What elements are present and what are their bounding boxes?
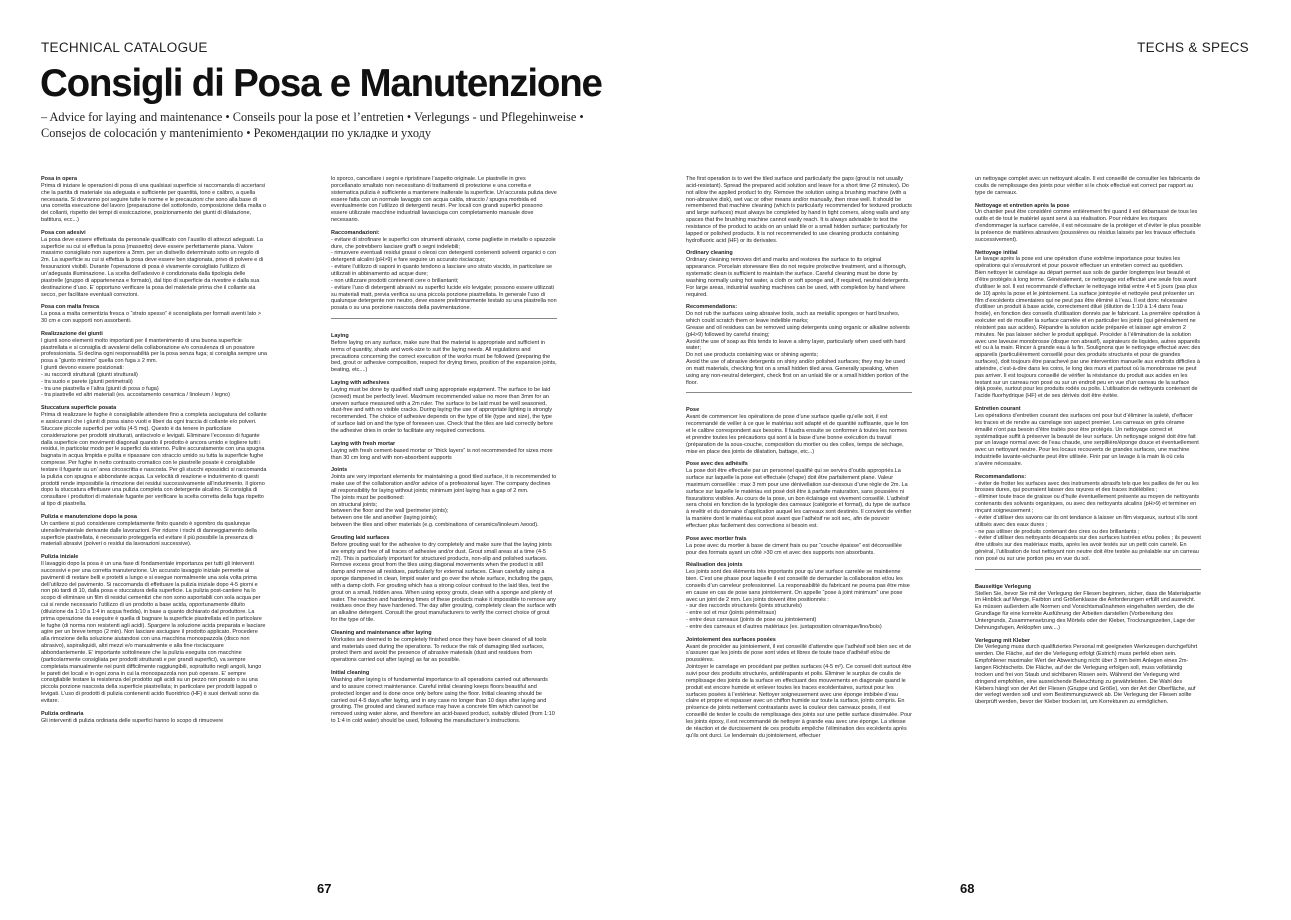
section-body: Do not rub the surfaces using abrasive tools, such as metallic sponges or hard brushes, which could scratch them or leave indelible marks; Grease and oil residues can be removed using detergents using organic or alkaline solvents (pH>9) followed by careful rinsing; Avoid the use of soap as this tends to leave a slimy layer, particularly when used with hard water; Do not use products containing wax or shining agents; Avoid the use of abrasive detergents on shiny and/or polished surfaces; they may be used on matt materials, checking first on a small hidden tiled area. Generally speaking, when using any non-neutral detergent, check first on an unlaid tile or a small hidden portion of the floor. [686,311,910,386]
text-section [686,461,912,529]
section-heading: Pose avec des adhésifs [686,461,748,468]
text-section [41,331,267,399]
text-section [975,176,1201,197]
text-section [975,474,1201,563]
text-section [975,584,1201,632]
text-section [975,203,1201,244]
page-subtitle: – Advice for laying and maintenance • Conseils pour la pose et l’entretien • Verlegungs - und Pflegehinweise • Consejos de colocación y mantenimiento • Рекомендации по укладке и уходу [41,110,584,140]
page-number-right: 68 [960,881,975,896]
section-heading: Recommendations: [686,304,738,311]
section-divider [975,569,1201,570]
text-section [41,711,267,725]
section-body: Laying must be done by qualified staff using appropriate equipment. The surface to be laid (screed) must be perfectly level. Maximum recommended value no more than 3mm for an uneven surface measured with a 2m ruler. The surface to be laid must be well seasoned, dust-free and with no visible cracks. During laying the use of appropriate lighting is strongly recommended. The choice of adhesive depends on the type of tile (type and size), the type of surface laid on and the type of foreseen use. Check that the tiles are laid correctly before the adhesive dries in order to facilitate any required corrections. [331,386,553,434]
section-divider [686,392,912,393]
section-body: Le lavage après la pose est une opération d’une extrême importance pour toutes les opérations qui s’ensuivront et pour pouvoir effectuer un entretien correct au quotidien. Bien nettoyer le carrelage au départ permet aux sols de garder longtemps leur beauté et d’être protégés à long terme. Généralement, ce nettoyage est effectué une seule fois avant d’utiliser le sol. Il est recommandé d’effectuer le nettoyage initial entre 4 et 5 jours (pas plus de 10) après la pose et le jointoiement. La surface jointoyée et nettoyée peut présenter un film d’excédents cimentaires qui ne peut pas être éliminé à l’eau. Il est donc nécessaire d’utiliser un produit à base acide, correctement dilué (dilution de 1:10 à 1:4 dans l’eau froide), en fonction des conseils d’utilisation donnés par le fabricant. La première opération à exécuter est de mouiller la surface carrelée et en particulier les joints (qui généralement ne résistent pas aux acides). Répandre la solution acide préparée et laisser agir environ 2 minutes. Ne pas laisser sécher le produit appliqué. Procéder à l’élimination de la solution avec une laveuse monobrosse (disque non abrasif), aspirateurs de liquides, autres appareils et/ ou à la main. Rincer à grande eau à la fin. Soulignons que le nettoyage effectué avec des appareils (particulièrement conseillé pour des produits structurés et pour de grandes surfaces), doit toujours être parachevé par une intervention manuelle aux endroits difficiles à atteindre, c’est-à-dire dans les coins, le long des murs et partout où la monobrosse ne peut pas arriver. Il est toujours conseillé de vérifier la résistance du produit aux acides en les testant sur un carreau non posé ou sur un endroit peu en vue d’un carreau de la surface déjà posée, surtout pour les produits rodés ou polis. L’utilisation de nettoyants contenant de l’acide fluorhydrique (HF) et de ses dérivés doit être évitée. [975,256,1201,400]
section-heading: Pose [686,407,700,414]
section-heading: Pose avec mortier frais [686,535,747,542]
section-heading: Stuccatura superficie posata [41,405,117,412]
section-heading: Verlegung mit Kleber [975,637,1031,644]
text-section [686,250,912,298]
section-body: Un chantier peut être considéré comme entièrement fini quand il est débarrassé de tous les outils et de tout le matériel ayant servi à sa réalisation. Pour réduire les risques d’endommager la surface carrelée, il est nécessaire de la protéger et d’éviter le plus possible la présence de matières abrasives (poussières ou résidus laissés par les travaux effectués successivement). [975,209,1201,243]
text-section [331,333,557,374]
text-column-2 [331,176,557,866]
section-body: La posa a malta cementizia fresca o “strato spesso” è sconsigliata per formati aventi lato > 30 cm e con supporti non assorbenti. [41,311,261,325]
section-heading: Nettoyage initial [975,249,1018,256]
section-body: - éviter de frotter les surfaces avec des instruments abrasifs tels que les pailles de fer ou les brosses dures, qui pourraient laisser des rayures et des traces indélébiles ; - éliminer toute trace de graisse ou d’huile éventuellement présente au moyen de nettoyants contenants des solvants organiques, ou avec des nettoyants alcalins (pH>9) et terminer en rinçant soigneusement ; - éviter d’utiliser des savons car ils ont tendance à laisser un film visqueux, surtout s’ils sont utilisés avec des eaux dures ; - ne pas utiliser de produits contenant des cires ou des brillantants ; - éviter d’utiliser des nettoyants décapants sur des surfaces lustrées et/ou polies ; ils peuvent être utilisés sur des matériaux matts, après les avoir testés sur un petit coin carrelé. En général, l’utilisation de tout nettoyant non neutre doit être testée au préalable sur un carreau non posé ou sur une portion peu en vue du sol. [975,480,1201,562]
section-heading: Posa con adesivi [41,229,86,236]
text-section [41,405,267,508]
page-number-left: 67 [317,881,332,896]
section-body: La pose avec du mortier à base de ciment frais ou par “couche épaisse” est déconseillée pour des formats ayant un côté >30 cm et avec des supports non absorbants. [686,542,902,556]
section-divider [331,318,557,319]
text-section [686,562,912,630]
text-section [331,380,557,435]
section-body: Ordinary cleaning removes dirt and marks and restores the surface to its original appearance. Porcelain stoneware tiles do not require protective treatment, and a thorough, systematic clean is sufficient to maintain the surface. Careful cleaning must be done by washing normally using hot water, a cloth or soft sponge and, if required, neutral detergents. For large areas, industrial washing machines can be used, with completion by hand where required. [686,257,910,298]
section-body: Laying with fresh cement-based mortar or “thick layers” is not recommended for sizes more than 30 cm long and with non-absorbent supports [331,447,553,461]
text-section [41,176,267,224]
section-body: lo sporco, cancellare i segni e ripristinare l’aspetto originale. Le piastrelle in gres porcellanato smaltato non necessitano di trattamenti di protezione e una corretta e sistematica pulizia è sufficiente a mantenere inalterate la superficie. Un’accurata pulizia deve essere fatta con un normale lavaggio con acqua calda, straccio / spugna morbida ed eventualmente con l’utilizzo di detergenti neutri. Per locali con grandi superfici possono essere utilizzate macchine industriali lavasciuga con completamento manuale dove necessario. [331,176,557,224]
text-section [975,250,1201,401]
section-heading: Raccomandazioni: [331,229,380,236]
text-section [331,230,557,312]
section-body: Un cantiere si può considerare completamente finito quando è sgombro da qualunque utensile/materiale derivante dalle lavorazioni. Per ridurre i rischi di danneggiamento della superficie piastrellata, è necessario proteggerla ed evitare il più possibile la presenza di materiali abrasivi (polveri o residui da lavorazioni successive). [41,520,257,548]
section-body: Prima di realizzare le fughe è consigliabile attendere fino a completa asciugatura del collante e assicurarsi che i giunti di posa siano vuoti e liberi da ogni traccia di collante e/o polveri. Stuccare piccole superfici per volta (4-5 mq). Questo è da tenere in particolare considerazione per prodotti strutturati, antiscivolo e levigati. Eliminare l’eccesso di fugante dalla superficie con movimenti diagonali quando il prodotto è ancora umido e togliere tutti i residui, in particolar modo per le superfici da esterno. Pulire accuratamente con una spugna bagnata in acqua limpida e pulita e ripassare con straccio umido su tutta la superficie fughe comprese. Per fughe in netto contrasto cromatico con le piastrelle posate è consigliabile testare il fugante su un’ area circoscritta e nascosta. Per gli stucchi epossidici si raccomanda la pulizia con spugna e abbondante acqua. La velocità di reazione e indurimento di questi prodotti rende impossibile la rimozione dei residui successivamente all’indurimento. Il giorno dopo la stuccatura effettuare una pulizia completa con detergente alcalino. Si consiglia di consultare i produttori di materiale fugante per verificare la scelta corretta della fuga rispetto al tipo di piastrella. [41,412,267,508]
section-body: Les opérations d’entretien courant des surfaces ont pour but d’éliminer la saleté, d’effacer les traces et de rendre au carrelage son aspect premier. Les carreaux en grès cérame émaillé n’ont pas besoin d’être traités pour être protégés. Un nettoyage correct et systématique suffit à préserver la beauté de leur surface. Un nettoyage soigné doit être fait par un lavage normal avec de l’eau chaude, une serpillière/éponge douce et éventuellement avec un nettoyant neutre. Pour les locaux recouverts de grandes surfaces, une machine industrielle lavante-séchante peut être utilisée. Finir par un lavage à la main là où cela s’avère nécessaire. [975,413,1199,467]
text-section [331,176,557,224]
section-body: Prima di iniziare le operazioni di posa di una qualsiasi superficie si raccomanda di accertarsi che la partita di materiale sia adeguata e sufficiente per quantità, tono e calibro, a quella necessaria. Si dovranno poi seguire tutte le norme e le precauzioni che sono alla base di una corretta esecuzione del lavoro (preparazione del sottofondo, composizione della malta o dei collanti, rispetto dei tempi di essiccazione, posizionamento dei giunti di dilatazione, battitura, ecc...) [41,182,267,224]
section-body: Before grouting wait for the adhesive to dry completely and make sure that the laying joints are empty and free of all traces of adhesive and/or dust. Grout small areas at a time (4-5 m2). This is particularly important for structured products, non-slip and polished surfaces. Remove excess grout from the tiles using diagonal movements when the product is still damp and remove all residues, particularly for external surfaces. Clean carefully using a sponge dampened in clean, limpid water and go over the whole surface, including the gaps, with a damp cloth. For grouting which has a strong colour contrast to the laid tiles, test the grout on a small, hidden area. When using epoxy grouts, clean with a sponge and plenty of water. The reaction and hardening times of these products make it impossible to remove any residues once they have hardened. The day after grouting, completely clean the surface with an alkaline detergent. Consult the grout manufacturers to verify the correct choice of grout for the type of tile. [331,541,557,624]
section-heading: Laying [331,333,349,340]
section-body: Avant de procéder au jointoiement, il est conseillé d’attendre que l’adhésif soit bien sec et de s’assurer que les joints de pose sont vides et libres de toute trace d’adhésif et/ou de poussières. Jointoyer le carrelage en procédant par petites surfaces (4-5 m²). Ce conseil doit surtout être suivi pour des produits structurés, antidérapants et polis. Éliminer le surplus de coulis de remplissage des joints de la surface en effectuant des mouvements en diagonale quand le produit est encore humide et enlever toutes les traces excédentaires, surtout pour les surfaces posées à l’extérieur. Nettoyer soigneusement avec une éponge imbibée d’eau claire et propre et repasser avec un chiffon humide sur toute la surface, joints compris. En présence de joints nettement contrastants avec la couleur des carreaux posés, il est conseillé de tester le coulis de remplissage des joints sur une petite surface dissimulée. Pour les joints époxy, il est recommandé de nettoyer à grande eau avec une éponge. La vitesse de réaction et de durcissement de ces produits empêche l’élimination des excédents après qu’ils ont durci. Le lendemain du jointoiement, effectuer [686,643,912,739]
section-heading: Pulizia iniziale [41,554,79,561]
section-heading: Posa con malta fresca [41,304,100,311]
text-section [686,176,912,244]
section-heading: Posa in opera [41,176,78,182]
section-heading: Jointoiement des surfaces posées [686,636,776,643]
text-column-1 [41,176,267,866]
section-heading: Joints [331,467,348,474]
text-section [41,554,267,705]
text-column-4 [975,176,1201,866]
section-body: Les joints sont des éléments très importants pour qu’une surface carrelée se maintienne bien. C’est une phase pour laquelle il est conseillé de demander la collaboration et/ou les conseils d’un carreleur professionnel. La responsabilité du fabricant ne pourra pas être mise en cause en cas de pose sans jointoiement. On appelle “pose à joint minimum” une pose avec un joint de 2 mm. Les joints doivent être positionnés : - sur des raccords structurels (joints structurels) - entre sol et mur (joints périmétraux) - entre deux carreaux (joints de pose ou jointoiement) - entre des carreaux et d’autres matériaux (ex. juxtaposition céramique/lino/bois) [686,569,910,630]
section-body: The first operation is to wet the tiled surface and particularly the gaps (grout is not usually acid-resistant). Spread the prepared acid solution and leave for a short time (2 minutes). Do not allow the applied product to dry. Remove the solution using a brushing machine (with a non-abrasive disk), wet vac or other means and/or manually, then rinse well. It should be remembered that machine cleaning (which is particularly recommended for textured products and large surfaces) must always be completed by hand in tight corners, along walls and any spaces that the brushing machine cannot easily reach. It is always advisable to test the resistance of the product to acids on an unlaid tile or a small hidden surface; particularly for lapped or polished products. It is not recommended to use cleaning products containing hydrofluoric acid (HF) or its derivates. [686,176,912,244]
text-section [331,630,557,664]
section-heading: Laying with adhesives [331,380,390,387]
section-heading: Pulizia e manutenzione dopo la posa [41,513,137,520]
catalogue-label: TECHNICAL CATALOGUE [41,40,208,55]
section-body: - evitare di strofinare le superfici con strumenti abrasivi, come pagliette in metallo o spazzole dure, che potrebbero lasciare graffi o segni indelebili; - rimuovere eventuali residui grassi o oleosi con detergenti contenenti solventi organici o con detergenti alcalini (pH>9) e fare seguire un accurato risciacquo; - evitare l’utilizzo di saponi in quanto tendono a lasciare uno strato viscido, in particolare se utilizzati in abbinamento ad acque dure; - non utilizzare prodotti contenenti cere o brillantanti; - evitare l’uso di detergenti abrasivi su superfici lucide e/o levigate; possono essere utilizzati su materiali matt, previa verifica su una piccola porzione piastrellata. In generale l’uso di qualunque detergente non neutro, deve essere preliminarmente testato su una piastrella non posata o su una porzione nascosta della pavimentazione. [331,236,557,312]
section-body: Il lavaggio dopo la posa è un una fase di fondamentale importanza per tutti gli interventi successivi e per una corretta manutenzione. Un accurato lavaggio iniziale permette ai pavimenti di restare belli e protetti a lungo e si esegue normalmente una sola volta prima dell’utilizzo del pavimento. Si raccomanda di effettuare la pulizia iniziale dopo 4-5 giorni e non più tardi di 10, dalla posa e stuccatura della superficie. La pulizia post-cantiere ha lo scopo di eliminare un film di residui cementizi che non sono asportabili con sola acqua per cui si rende necessario l’utilizzo di un prodotto a base acida, opportunamente diluito (diluizione da 1:10 a 1:4 in acqua fredda), in base a quanto dichiarato dal produttore. La prima operazione da eseguire è quella di bagnare la superficie piastrellata ed in particolare le fughe (di norma non resistenti agli acidi). Spargere la soluzione acida preparata e lasciare agire per un breve tempo (2 min). Non lasciare asciugare il prodotto applicato. Procedere alla rimozione della soluzione aiutandosi con una macchina monospazzola (disco non abrasivo), aspiraliquidi, altri mezzi e/o manualmente e alla fine risciacquare abbondantemente. E’ importante sottolineare che la pulizia eseguita con macchine (particolarmente consigliata per prodotti strutturati e per grandi superfici), va sempre completata manualmente nei punti difficilmente raggiungibili, soprattutto negli angoli, lungo le pareti dei locali e in ogni zona in cui la monospazzola non può operare. E’ sempre consigliabile testare la resistenza del prodotto agli acidi su un pezzo non posato o su una piccola porzione nascosta della superficie piastrellata; in particolare per prodotti lappati o levigati. L’uso di prodotti di pulizia contenenti acido fluoridrico (HF) è suoi derivati sono da evitare. [41,561,266,704]
section-heading: Realizzazione dei giunti [41,330,103,337]
section-body: Joints are very important elements for maintaining a good tiled surface, it is recommended to make use of the collaboration and/or advice of a professional layer. The company declines all responsibility for laying without joints; minimum joint laying has a gap of 2 mm. The joints must be positioned: on structural joints; between the floor and the wall (perimeter joints); between one tile and another (laying joints); between the tiles and other materials (e.g. combinations of ceramics/linoleum /wood). [331,474,557,529]
text-section [41,230,267,298]
section-body: Worksites are deemed to be completely finished once they have been cleared of all tools and materials used during the operations. To reduce the risk of damaging tiled surfaces, protect them and avoid the presence of abrasive materials (dust and residues from operations carried out after laying) as far as possible. [331,636,547,664]
section-heading: Ordinary cleaning [686,250,733,257]
section-heading: Initial cleaning [331,670,370,677]
text-section [331,535,557,624]
text-section [686,637,912,740]
text-column-3 [686,176,912,866]
section-body: Avant de commencer les opérations de pose d’une surface quelle qu’elle soit, il est recommandé de veiller à ce que le matériau soit adapté et de quantité suffisante, que le ton et le calibre correspondent aux besoins. Il faudra ensuite se conformer à toutes les normes et prendre toutes les précautions qui sont à la base d’une bonne exécution du travail (préparation de la sous-couche, composition du mortier ou des colles, temps de séchage, mise en place des joints de dilatation, battage, etc...) [686,414,909,455]
section-body: Die Verlegung muss durch qualifiziertes Personal mit geeigneten Werkzeugen durchgeführt werden. Die Fläche, auf der die Verlegung erfolgt (Estrich) muss perfekt eben sein. Empfohlener maximaler Wert der Abweichung nicht über 3 mm beim Anlegen eines 2m-langen Richtscheits. Die Fläche, auf der die Verlegung erfolgen soll, muss vollständig trocken und frei von Staub und sichtbaren Rissen sein. Während der Verlegung wird dringend empfohlen, eine ausreichende Beleuchtung zu gewährleisten. Die Wahl des Klebers hängt von der Art der Fliesen (Gruppe und Größe), von der Art der Oberfläche, auf der verlegt werden soll und vom Bestimmungszweck ab. Die Verlegung der Fliesen sollte überprüft werden, bevor der Kleber trocken ist, um Korrekturen zu ermöglichen. [975,644,1198,706]
section-heading: Cleaning and maintenance after laying [331,629,432,636]
section-body: Before laying on any surface, make sure that the material is appropriate and sufficient in terms of quantity, shade and work-size to suit the laying needs. All regulations and precautions concerning the correct execution of the works must be followed (preparing the bed, grout or adhesive composition, respect for drying times, position of the expansion joints, beating, etc....) [331,339,557,374]
section-heading: Grouting laid surfaces [331,534,390,541]
section-body: La pose doit être effectuée par un personnel qualifié qui se servira d’outils appropriés.La surface sur laquelle la pose est effectuée (chape) doit être parfaitement plane. Valeur maximum conseillée : max 3 mm pour une dénivellation sur-dessous d’une règle de 2m. La surface sur laquelle le matériau est posé doit être à parfaite maturation, sans poussière ni fissurations visibles. Au cours de la pose, un bon éclairage est vivement conseillé. L’adhésif sera choisi en fonction de la typologie des carreaux (catégorie et format), du type de surface à revêtir et du domaine d’application auquel les carreaux sont destinés. Il convient de vérifier la manière dont le matériau est posé avant que l’adhésif ne soit sec, afin de pouvoir effectuer plus facilement des corrections si besoin est. [686,468,912,529]
section-heading: Nettoyage et entretien après la pose [975,202,1070,209]
section-heading: Bauseitige Verlegung [975,583,1031,590]
text-section [975,406,1201,468]
text-section [331,467,557,529]
section-heading: Recommandations: [975,473,1027,480]
text-section [686,536,912,557]
section-heading: Pulizia ordinaria [41,710,84,717]
text-section [41,514,267,548]
text-section [686,407,912,455]
text-section [331,441,557,462]
page-title: Consigli di Posa e Manutenzione [40,62,602,105]
section-heading: Entretien courant [975,406,1021,413]
section-body: I giunti sono elementi molto importanti per il mantenimento di una buona superficie piastrellata e si consiglia di avvalersi della collaborazione e/o consulenza di un posatore professionista. Si declina ogni responsabilità per la posa senza fuga; si consiglia sempre una posa a “giunto minimo” quella con fuga ≥ 2 mm. I giunti devono essere posizionati: - su raccordi strutturali (giunti strutturali) - tra suolo e parete (giunti perimetrali) - tra une piastrella e l’altra (giunti di posa o fuga) - tra piastrelle ed altri materiali (es. accostamento ceramica / linoleum / legno) [41,337,267,399]
section-body: Stellen Sie, bevor Sie mit der Verlegung der Fliesen beginnen, sicher, dass die Materialpartie im Hinblick auf Menge, Farbton und Größenklasse die Anforderungen erfüllt und ausreicht. Es müssen außerdem alle Normen und Vorsichtsmaßnahmen eingehalten werden, die die Grundlage für eine korrekte Ausführung der Arbeiten darstellen (Vorbereitung des Untergrunds, Zusammensetzung des Mörtels oder der Kleber, Trocknungszeiten, Lage der Dehnungsfugen, Anklopfen usw....) [975,590,1201,631]
section-body: Washing after laying is of fundamental importance to all operations carried out afterwards and to assure correct maintenance. Careful initial cleaning keeps floors beautiful and protected longer and is done once only before using the floor. Initial cleaning should be carried out 4-5 days after laying, and in any case no longer than 10 days after laying and grouting. The grouted and cleaned surface may have a concrete film which cannot be removed using water alone, and therefore an acid-based product, suitably diluted (from 1:10 to 1:4 in cold water) should be used, following the manufacturer’s instructions. [331,677,555,725]
section-body: La posa deve essere effettuata da personale qualificato con l’ausilio di attrezzi adeguati. La superficie su cui si effettua la posa (massetto) deve essere perfettamente piana. Valore massimo consigliato non superiore a 3mm. per un dislivello determinato sotto un regolo di 2m. La superficie su cui si effettua la posa deve essere ben stagionata, privo di polvere e di fessurazioni visibili. Durante l’operazione di posa è vivamente consigliato l’utilizzo di un’adeguata illuminazione. La scelta dell’adesivo è condizionata dalla tipologia delle piastrelle (gruppo di appartenenza e formato), dal tipo di superficie da rivestire e dalla sua destinazione d’uso. E’ opportuno verificare la posa del materiale prima che il collante sia secco, per facilitare eventuali correzioni. [41,236,264,298]
section-body: un nettoyage complet avec un nettoyant alcalin. Il est conseillé de consulter les fabricants de coulis de remplissage des joints pour vérifier si le choix effectué est correct par rapport au type de carreaux. [975,176,1201,196]
section-heading: Réalisation des joints [686,562,743,569]
section-label: TECHS & SPECS [1137,40,1249,55]
section-body: Gli interventi di pulizia ordinaria delle superfici hanno lo scopo di rimuovere [41,717,224,724]
text-section [975,638,1201,706]
text-section [331,670,557,725]
section-heading: Laying with fresh mortar [331,440,396,447]
text-section [41,304,267,325]
text-section [686,304,912,386]
